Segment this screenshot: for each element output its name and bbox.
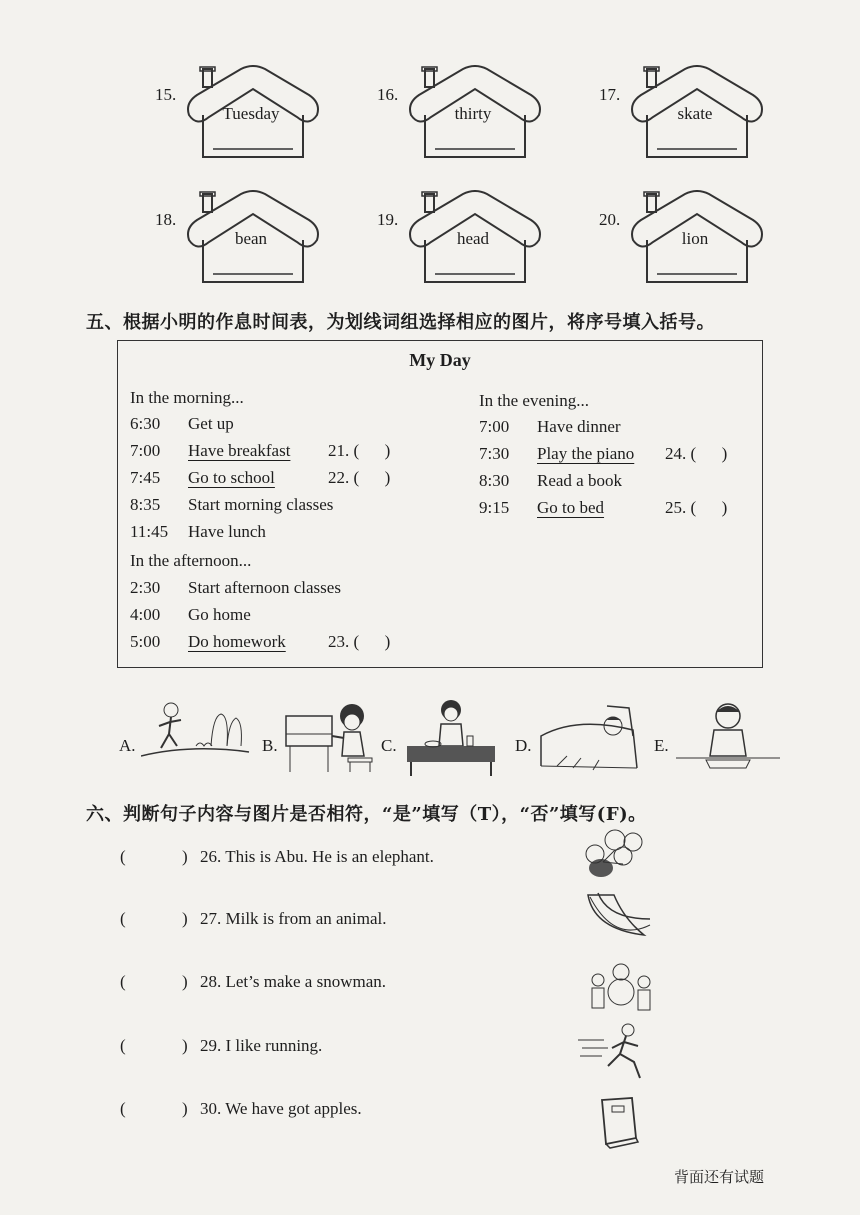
schedule-time: 2:30 [130,578,161,597]
answer-blank[interactable]: 21. ( ) [328,441,391,460]
footer-note: 背面还有试题 [673,1168,764,1186]
schedule-time: 5:00 [130,632,161,651]
schedule-activity: Read a book [537,471,622,490]
schedule-activity: Start afternoon classes [188,578,341,597]
schedule-activity: Go home [188,605,251,624]
picture-letter: C. [381,736,397,755]
house-item [599,190,767,300]
answer-blank[interactable]: 22. ( ) [328,468,391,487]
picture-illustration [141,696,251,766]
schedule-time: 11:45 [130,522,169,541]
judge-sentence: 30. We have got apples. [200,1099,362,1118]
schedule-activity: Have dinner [537,417,621,436]
schedule-row [479,417,621,437]
judge-sentence: 29. I like running. [200,1036,323,1055]
answer-blank[interactable]: 23. ( ) [328,632,391,651]
schedule-row [130,578,341,598]
answer-paren-close: ) [182,909,188,928]
house-item [155,65,323,175]
schedule-time: 6:30 [130,414,161,433]
schedule-activity: Go to bed [537,498,605,517]
section5-heading: 五、根据小明的作息时间表，为划线词组选择相应的图片，将序号填入括号。 [86,312,715,333]
morning-label: In the morning... [130,388,244,407]
house-word: head [456,229,490,248]
answer-paren-close: ) [182,1036,188,1055]
bananas-icon [584,889,654,950]
schedule-time: 9:15 [479,498,510,517]
bee-balloons-icon [579,826,649,887]
picture-letter: E. [654,736,669,755]
afternoon-label: In the afternoon... [130,551,252,570]
house-word: bean [234,229,268,248]
answer-paren-open[interactable]: ( [120,909,126,928]
schedule-activity: Start morning classes [188,495,334,514]
schedule-row [130,468,391,488]
house-word: Tuesday [222,104,280,123]
picture-illustration [403,696,499,778]
schedule-row [130,495,333,515]
answer-paren-close: ) [182,1099,188,1118]
evening-label: In the evening... [479,391,589,410]
picture-letter: A. [119,736,136,755]
answer-paren-close: ) [182,847,188,866]
answer-paren-open[interactable]: ( [120,1099,126,1118]
schedule-row [479,444,728,464]
runner-icon [578,1022,658,1087]
answer-paren-open[interactable]: ( [120,847,126,866]
schedule-time: 7:00 [479,417,510,436]
answer-paren-open[interactable]: ( [120,1036,126,1055]
schedule-row [479,498,728,518]
answer-blank[interactable]: 25. ( ) [665,498,728,517]
answer-paren-close: ) [182,972,188,991]
schedule-time: 4:00 [130,605,161,624]
house-word: lion [681,229,709,248]
book-icon [592,1094,652,1155]
house-word: skate [677,104,713,123]
judge-sentence: 27. Milk is from an animal. [200,909,387,928]
answer-paren-open[interactable]: ( [120,972,126,991]
house-item [377,190,545,300]
schedule-row [130,605,251,625]
schedule-activity: Go to school [188,468,275,487]
judge-sentence: 26. This is Abu. He is an elephant. [200,847,434,866]
schedule-row [479,471,622,491]
house-number: 16. [377,85,399,104]
section6-heading: 六、判断句子内容与图片是否相符，“是”填写（T），“否”填写(F)。 [86,804,647,825]
schedule-activity: Play the piano [537,444,635,463]
house-number: 19. [377,210,399,229]
picture-illustration [284,696,384,776]
schedule-row [130,441,391,461]
picture-letter: D. [515,736,532,755]
schedule-time: 7:45 [130,468,161,487]
house-number: 18. [155,210,177,229]
schedule-row [130,632,391,652]
picture-illustration [537,696,641,778]
snowman-kids-icon [586,958,656,1019]
schedule-time: 7:00 [130,441,161,460]
house-number: 20. [599,210,621,229]
schedule-activity: Get up [188,414,234,433]
schedule-activity: Do homework [188,632,286,651]
schedule-row [130,414,234,434]
answer-blank[interactable]: 24. ( ) [665,444,728,463]
house-word: thirty [454,104,492,123]
schedule-time: 8:35 [130,495,161,514]
schedule-activity: Have lunch [188,522,266,541]
house-number: 17. [599,85,621,104]
picture-letter: B. [262,736,278,755]
schedule-row [130,522,266,542]
schedule-time: 7:30 [479,444,510,463]
schedule-activity: Have breakfast [188,441,291,460]
schedule-time: 8:30 [479,471,510,490]
picture-illustration [676,696,780,778]
judge-sentence: 28. Let’s make a snowman. [200,972,387,991]
house-item [377,65,545,175]
house-item [599,65,767,175]
house-item [155,190,323,300]
my-day-table [117,340,763,668]
house-number: 15. [155,85,177,104]
my-day-title: My Day [409,350,471,370]
